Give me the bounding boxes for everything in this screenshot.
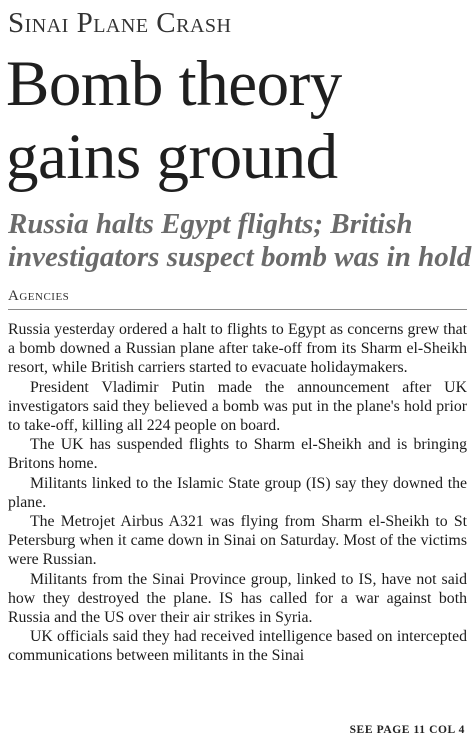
- article-paragraph: Russia yesterday ordered a halt to flights to Egypt as concerns grew that a bomb downed a Russian plane after take-off from its Sharm el-Sheikh resort, while British carriers started to evacuate holidaymakers.: [8, 321, 467, 377]
- article-body: [8, 320, 467, 666]
- headline: [6, 48, 472, 194]
- headline-line-1: Bomb theory: [6, 48, 342, 120]
- headline-line-2: gains ground: [6, 121, 338, 193]
- article-paragraph: The UK has suspended flights to Sharm el-Sheikh and is bringing Britons home.: [8, 436, 467, 473]
- byline-divider: [8, 309, 467, 310]
- subheadline: [8, 208, 470, 274]
- article-paragraph: UK officials said they had received intelligence based on intercepted communications between militants in the Sinai: [8, 628, 467, 665]
- article-paragraph: The Metrojet Airbus A321 was flying from Sharm el-Sheikh to St Petersburg when it came down in Sinai on Saturday. Most of the victims were Russian.: [8, 513, 467, 569]
- byline: Agencies: [8, 288, 70, 304]
- subheadline-line-2: investigators suspect bomb was in hold: [8, 241, 472, 273]
- section-kicker: Sinai Plane Crash: [8, 7, 232, 39]
- article-paragraph: President Vladimir Putin made the announcement after UK investigators said they believed a bomb was put in the plane's hold prior to take-off, killing all 224 people on board.: [8, 378, 467, 435]
- article-paragraph: Militants from the Sinai Province group, linked to IS, have not said how they destroyed the plane. IS has called for a war against both Russia and the US over their air strikes in Syria.: [8, 570, 467, 627]
- continuation-jump-line: SEE PAGE 11 COL 4: [349, 724, 465, 736]
- subheadline-line-1: Russia halts Egypt flights; British: [8, 208, 413, 240]
- article-paragraph: Militants linked to the Islamic State group (IS) say they downed the plane.: [8, 474, 467, 511]
